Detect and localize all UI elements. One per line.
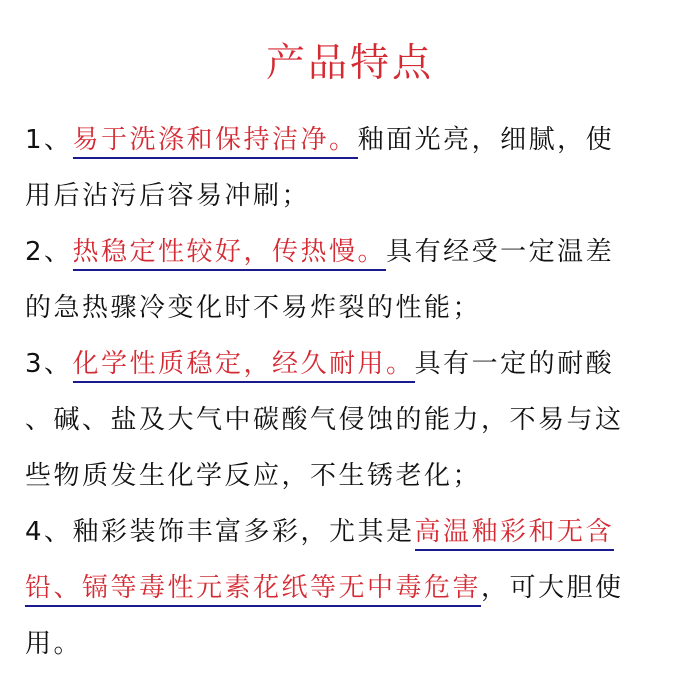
feature-3-line-3 bbox=[25, 448, 680, 504]
feature-2-line-2 bbox=[25, 280, 680, 336]
feature-1-number: 1、 bbox=[25, 125, 73, 155]
feature-3-text-cont: 、碱、盐及大气中碳酸气侵蚀的能力，不易与这 bbox=[25, 405, 624, 435]
feature-4-line-1 bbox=[25, 504, 680, 560]
feature-4-text-cont: ，可大胆使 bbox=[481, 573, 624, 603]
feature-1-line-1 bbox=[25, 112, 680, 168]
feature-2-number: 2、 bbox=[25, 237, 73, 267]
feature-4-line-3 bbox=[25, 616, 680, 672]
feature-2-highlight: 热稳定性较好，传热慢。 bbox=[73, 237, 387, 271]
feature-4-line-2 bbox=[25, 560, 680, 616]
feature-3-number: 3、 bbox=[25, 349, 73, 379]
feature-2-line-1 bbox=[25, 224, 680, 280]
feature-1-highlight: 易于洗涤和保持洁净。 bbox=[73, 125, 358, 159]
feature-1-text-cont: 用后沾污后容易冲刷； bbox=[25, 181, 311, 211]
feature-1-line-2 bbox=[25, 168, 680, 224]
feature-3-text: 具有一定的耐酸 bbox=[414, 349, 615, 379]
feature-2-text: 具有经受一定温差 bbox=[386, 237, 615, 267]
feature-4-highlight-cont: 铅、镉等毒性元素花纸等无中毒危害 bbox=[25, 573, 481, 607]
feature-4-text-end: 用。 bbox=[25, 629, 83, 659]
feature-3-line-2 bbox=[25, 392, 680, 448]
feature-2-text-cont: 的急热骤冷变化时不易炸裂的性能； bbox=[25, 293, 482, 323]
features-text bbox=[25, 112, 680, 672]
feature-3-line-1 bbox=[25, 336, 680, 392]
feature-3-highlight: 化学性质稳定，经久耐用。 bbox=[73, 349, 415, 383]
feature-1-text: 釉面光亮，细腻，使 bbox=[357, 125, 615, 155]
page-title: 产品特点 bbox=[265, 41, 434, 86]
feature-4-text: 4、釉彩装饰丰富多彩，尤其是 bbox=[25, 517, 415, 547]
feature-4-highlight: 高温釉彩和无含 bbox=[415, 517, 615, 551]
feature-3-text-cont-2: 些物质发生化学反应，不生锈老化； bbox=[25, 461, 482, 491]
